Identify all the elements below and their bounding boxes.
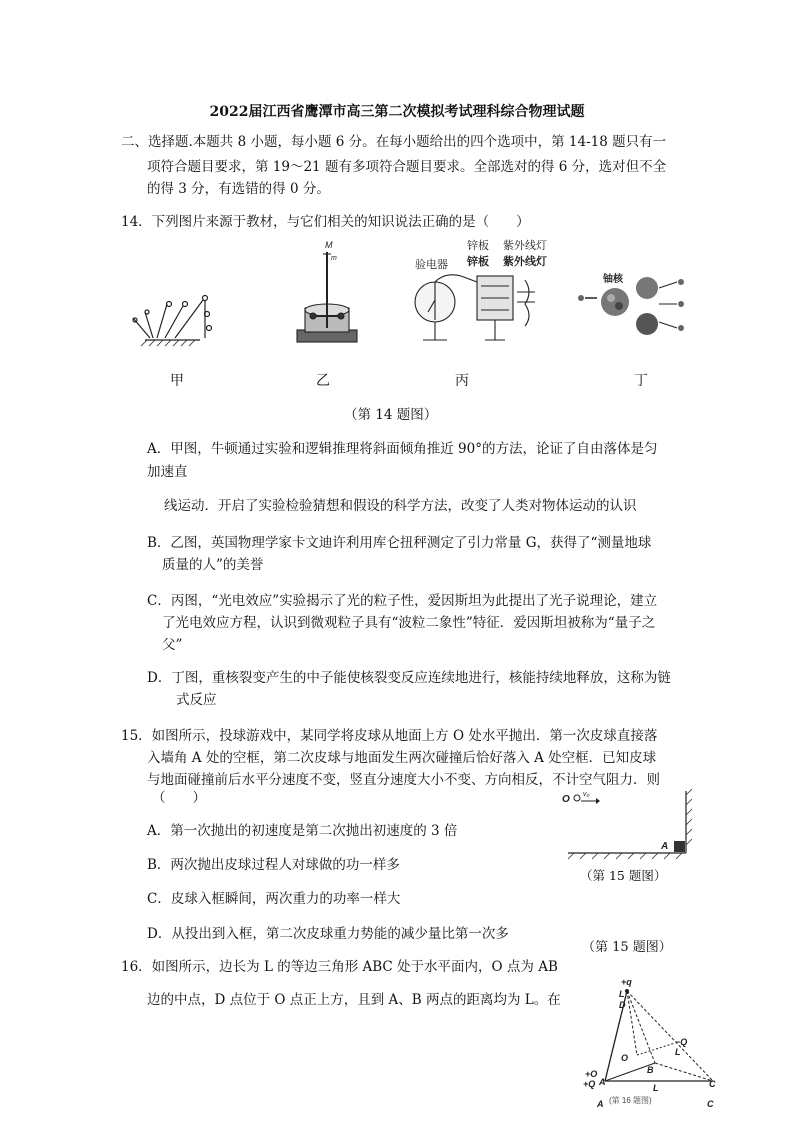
q15-option-c: C．皮球入框瞬间，两次重力的功率一样大 [147,891,401,907]
q14-stem: 14．下列图片来源于教材，与它们相关的知识说法正确的是（ ） [121,214,530,230]
q14-option-a-1: A．甲图，牛顿通过实验和逻辑推理将斜面倾角推近 90°的方法，论证了自由落体是匀 [147,441,658,457]
fig-label-ding: 丁 [634,373,648,389]
inclined-planes-figure [133,296,212,347]
q15-line-1: 15．如图所示，投球游戏中，某同学将皮球从地面上方 O 处水平抛出．第一次皮球直接落 [121,728,658,744]
torsion-balance-figure [297,240,357,342]
q14-option-a-3: 线运动．开启了实验检验猜想和假设的科学方法，改变了人类对物体运动的认识 [164,498,637,514]
label-uv-2: 紫外线灯 [503,256,547,268]
page-title: 2022届江西省鹰潭市高三第二次模拟考试理科综合物理试题 [209,104,585,120]
q15-option-b: B．两次抛出皮球过程人对球做的功一样多 [147,857,400,873]
q15-label-v0: v₀ [583,791,590,798]
q14-option-d-1: D．丁图，重核裂变产生的中子能使核裂变反应连续地进行，核能持续地释放，这称为链 [147,670,671,686]
fission-figure [578,272,684,335]
q14-figures [125,232,685,362]
q16-label-neg-Q: −Q [675,1037,688,1047]
fig-label-yi: 乙 [316,373,330,389]
q16-label-A2: A [597,1099,604,1109]
q15-caption-2: （第 15 题图） [582,940,672,955]
q16-line-1: 16．如图所示，边长为 L 的等边三角形 ABC 处于水平面内，O 点为 AB [121,959,558,975]
q15-line-4: （ ） [152,790,206,806]
q16-label-L-mid: L [675,1047,681,1057]
q16-figure [575,975,725,1115]
section-line-1: 二、选择题.本题共 8 小题，每小题 6 分。在每小题给出的四个选项中，第 14-18 题只有一 [121,134,667,150]
q16-label-plus-Q: +Q [583,1079,596,1089]
q15-option-d: D．从投出到入框，第二次皮球重力势能的减少量比第一次多 [147,926,509,942]
fig-label-bing: 丙 [455,373,469,389]
q16-label-C: C [709,1079,716,1089]
q16-caption: (第 16 题图) [609,1096,652,1105]
label-zinc-2: 锌板 [467,256,489,268]
q15-label-A: A [661,841,669,852]
photoelectric-figure [415,238,547,340]
q16-label-L-bottom: L [653,1083,659,1093]
q16-label-plus-q: +q [621,977,632,987]
q15-label-O: O [562,794,570,805]
q16-label-plus-O: +O [585,1069,598,1079]
q16-label-B: B [647,1065,654,1075]
q16-label-A: A [599,1077,606,1087]
q16-label-C2: C [707,1099,714,1109]
q16-label-O: O [621,1053,629,1063]
q15-caption-1: （第 15 题图） [580,868,667,883]
section-line-2: 项符合题目要求，第 19～21 题有多项符合题目要求。全部选对的得 6 分，选对但不全 [147,159,667,175]
q14-option-d-2: 式反应 [176,692,217,708]
label-uv-1: 紫外线灯 [503,240,547,252]
q15-figure [560,785,700,860]
q14-option-c-1: C．丙图，“光电效应”实验揭示了光的粒子性，爱因斯坦为此提出了光子说理论，建立 [147,593,658,609]
label-zinc-1: 锌板 [467,240,489,252]
q15-option-a: A．第一次抛出的初速度是第二次抛出初速度的 3 倍 [147,823,458,839]
q15-line-2: 入墙角 A 处的空框，第二次皮球与地面发生两次碰撞后恰好落入 A 处空框．已知皮球 [147,750,657,766]
section-line-3: 的得 3 分，有选错的得 0 分。 [147,181,330,197]
q16-label-L-top: L [619,989,625,999]
label-nucleus: 铀核 [603,274,623,285]
q16-label-D: D [619,1000,626,1010]
q14-option-a-2: 加速直 [147,464,188,480]
label-electroscope: 验电器 [415,259,448,271]
fig-label-jia: 甲 [170,373,184,389]
q14-option-b-1: B．乙图，英国物理学家卡文迪许利用库仑扭秤测定了引力常量 G，获得了“测量地球 [147,535,652,551]
q15-line-3: 与地面碰撞前后水平分速度不变，竖直分速度大小不变、方向相反，不计空气阻力．则 [147,772,660,788]
q14-option-c-2: 了光电效应方程，认识到微观粒子具有“波粒二象性”特征．爱因斯坦被称为“量子之 [162,615,656,631]
label-M: M [325,240,333,250]
label-m: m [331,255,337,262]
q14-caption: （第 14 题图） [344,407,438,423]
q16-line-2: 边的中点，D 点位于 O 点正上方，且到 A、B 两点的距离均为 L。在 [147,992,561,1008]
q14-option-b-2: 质量的人”的美誉 [162,557,264,573]
q14-option-c-3: 父” [162,637,183,653]
